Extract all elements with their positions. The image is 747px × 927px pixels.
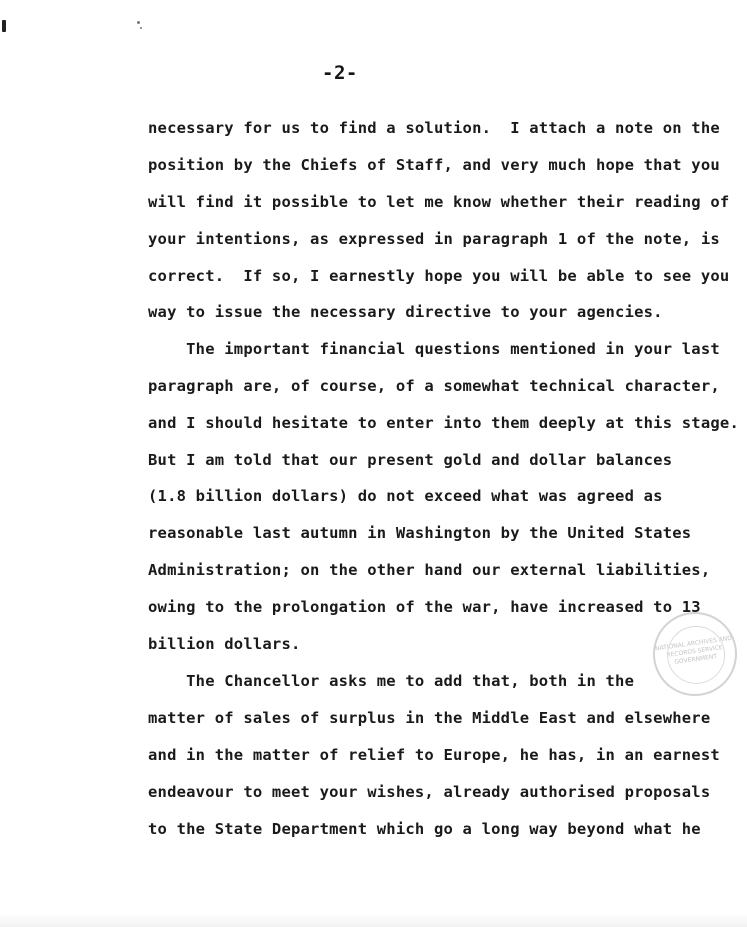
- text-line: owing to the prolongation of the war, have increased to 13: [148, 598, 701, 616]
- text-line: matter of sales of surplus in the Middle East and elsewhere: [148, 709, 711, 727]
- scan-speck: [137, 21, 140, 24]
- archive-stamp-text: NATIONAL ARCHIVES AND RECORDS SERVICE GOVERNMENT: [654, 634, 733, 666]
- text-line: way to issue the necessary directive to your agencies.: [148, 303, 663, 321]
- text-line: billion dollars.: [148, 635, 301, 653]
- text-line: position by the Chiefs of Staff, and very much hope that you: [148, 156, 720, 174]
- text-line: necessary for us to find a solution. I attach a note on the: [148, 119, 720, 137]
- text-line: and in the matter of relief to Europe, he has, in an earnest: [148, 746, 720, 764]
- scan-speck: [140, 27, 142, 29]
- scan-bottom-shade: [0, 913, 747, 927]
- archive-stamp: [648, 607, 743, 702]
- text-line: will find it possible to let me know whether their reading of: [148, 193, 730, 211]
- page-number: -2-: [322, 62, 358, 84]
- text-line: But I am told that our present gold and dollar balances: [148, 451, 673, 469]
- text-line: reasonable last autumn in Washington by the United States: [148, 524, 692, 542]
- text-line: endeavour to meet your wishes, already authorised proposals: [148, 783, 711, 801]
- text-line: to the State Department which go a long way beyond what he: [148, 820, 701, 838]
- text-line: paragraph are, of course, of a somewhat technical character,: [148, 377, 720, 395]
- text-line: Administration; on the other hand our external liabilities,: [148, 561, 711, 579]
- text-line: and I should hesitate to enter into them deeply at this stage.: [148, 414, 739, 432]
- scan-edge-mark: [2, 20, 6, 32]
- archive-stamp-inner-ring: [663, 622, 729, 688]
- text-line: The important financial questions mentioned in your last: [148, 340, 720, 358]
- text-line: (1.8 billion dollars) do not exceed what was agreed as: [148, 487, 663, 505]
- text-line: The Chancellor asks me to add that, both in the: [148, 672, 635, 690]
- text-line: your intentions, as expressed in paragraph 1 of the note, is: [148, 230, 720, 248]
- text-line: correct. If so, I earnestly hope you will be able to see you: [148, 267, 730, 285]
